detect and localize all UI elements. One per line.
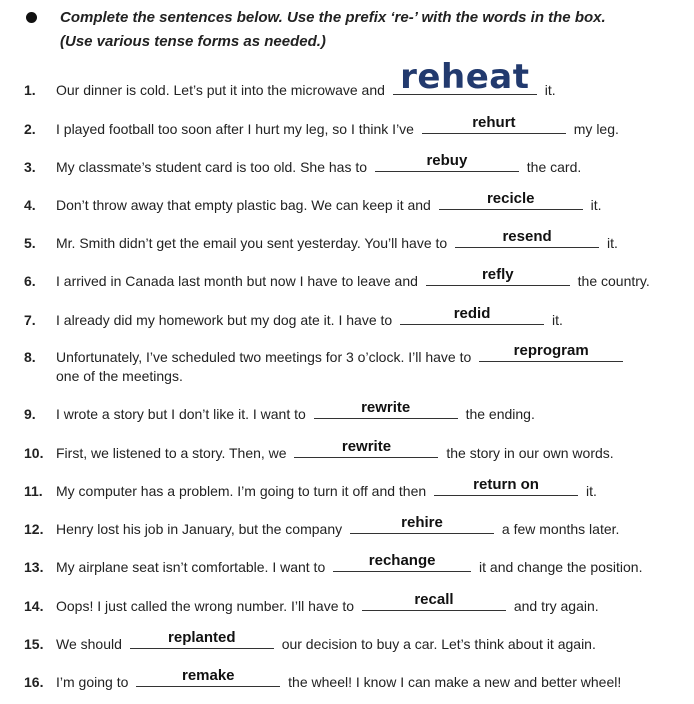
sentence-before: Mr. Smith didn’t get the email you sent yesterday. You’ll have to — [56, 235, 448, 251]
exercise-item-10 — [0, 431, 694, 461]
item-number: 12. — [24, 521, 44, 537]
item-number: 10. — [24, 445, 44, 461]
answer-text: rehire — [401, 514, 443, 531]
item-number: 1. — [24, 82, 36, 98]
answer-blank[interactable] — [136, 667, 280, 687]
sentence-before: Unfortunately, I’ve scheduled two meetings for 3 o’clock. I’ll have to — [56, 349, 472, 365]
item-number: 6. — [24, 273, 36, 289]
answer-blank[interactable] — [314, 399, 458, 419]
item-number: 16. — [24, 674, 44, 690]
item-number: 8. — [24, 349, 36, 365]
sentence-after: the wheel! I know I can make a new and better wheel! — [288, 674, 622, 690]
answer-text: reprogram — [513, 342, 589, 359]
sentence-before: Don’t throw away that empty plastic bag. We can keep it and — [56, 197, 431, 213]
exercise-item-9 — [0, 392, 694, 422]
answer-text: remake — [181, 667, 235, 684]
answer-text: rehurt — [472, 114, 516, 131]
sentence-after: it. — [544, 82, 556, 98]
sentence-before: I’m going to — [56, 674, 129, 690]
sentence-before: Oops! I just called the wrong number. I’ll have to — [56, 598, 355, 614]
sentence-after: the card. — [526, 159, 582, 175]
answer-blank[interactable] — [350, 514, 494, 534]
answer-text: rewrite — [341, 438, 392, 455]
sentence-before: Our dinner is cold. Let’s put it into the microwave and — [56, 82, 385, 98]
sentence-after: a few months later. — [501, 521, 620, 537]
sentence-after: it. — [551, 312, 563, 328]
sentence-continuation: one of the meetings. — [56, 368, 183, 384]
sentence-before: I arrived in Canada last month but now I have to leave and — [56, 273, 418, 289]
answer-text: replanted — [168, 629, 236, 646]
sentence-before: I already did my homework but my dog ate it. I have to — [56, 312, 393, 328]
exercise-item-11 — [0, 469, 694, 499]
item-number: 3. — [24, 159, 36, 175]
answer-blank[interactable] — [393, 57, 537, 97]
answer-blank[interactable] — [422, 114, 566, 134]
answer-blank[interactable] — [362, 591, 506, 611]
answer-blank[interactable] — [130, 629, 274, 649]
sentence-after: it. — [590, 197, 602, 213]
sentence-after: it and change the position. — [479, 559, 643, 575]
answer-blank[interactable] — [375, 152, 519, 172]
sentence-before: I wrote a story but I don’t like it. I want to — [56, 406, 306, 422]
exercise-item-1 — [0, 57, 694, 98]
instructions — [60, 6, 680, 54]
exercise-item-2 — [0, 107, 694, 137]
exercise-item-15 — [0, 622, 694, 652]
answer-text: redid — [453, 305, 491, 322]
answer-blank[interactable] — [455, 228, 599, 248]
instructions-line-1: Complete the sentences below. Use the prefix ‘re-’ with the words in the box. — [60, 9, 606, 26]
exercise-item-4 — [0, 183, 694, 213]
exercise-item-13 — [0, 545, 694, 575]
answer-blank[interactable] — [439, 190, 583, 210]
sentence-before: First, we listened to a story. Then, we — [56, 445, 287, 461]
bullet-icon — [26, 12, 37, 23]
sentence-after: the story in our own words. — [446, 445, 614, 461]
answer-text: reheat — [400, 57, 530, 97]
sentence-before: My airplane seat isn’t comfortable. I want to — [56, 559, 326, 575]
exercise-item-14 — [0, 584, 694, 614]
answer-text: recall — [414, 591, 454, 608]
item-number: 15. — [24, 636, 44, 652]
sentence-after: it. — [585, 483, 597, 499]
answer-text: recicle — [486, 190, 535, 207]
sentence-after: and try again. — [513, 598, 599, 614]
answer-blank[interactable] — [479, 342, 623, 362]
item-number: 7. — [24, 312, 36, 328]
answer-text: return on — [473, 476, 539, 493]
sentence-before: My classmate’s student card is too old. She has to — [56, 159, 368, 175]
item-number: 13. — [24, 559, 44, 575]
exercise-item-3 — [0, 145, 694, 175]
answer-text: rewrite — [361, 399, 411, 416]
sentence-after: my leg. — [573, 121, 619, 137]
item-number: 9. — [24, 406, 36, 422]
exercise-item-6 — [0, 259, 694, 289]
item-number: 11. — [24, 483, 43, 499]
answer-text: resend — [502, 228, 552, 245]
item-number: 4. — [24, 197, 36, 213]
item-number: 14. — [24, 598, 44, 614]
answer-text: rebuy — [426, 152, 468, 169]
sentence-after: the ending. — [465, 406, 535, 422]
exercise-item-8 — [0, 335, 694, 365]
answer-blank[interactable] — [426, 266, 570, 286]
instructions-line-2: (Use various tense forms as needed.) — [60, 33, 326, 50]
exercise-item-12 — [0, 507, 694, 537]
answer-blank[interactable] — [400, 305, 544, 325]
sentence-before: Henry lost his job in January, but the company — [56, 521, 343, 537]
sentence-before: My computer has a problem. I’m going to turn it off and then — [56, 483, 427, 499]
answer-blank[interactable] — [434, 476, 578, 496]
item-number: 5. — [24, 235, 36, 251]
sentence-before: I played football too soon after I hurt my leg, so I think I’ve — [56, 121, 414, 137]
exercise-item-7 — [0, 298, 694, 328]
exercise-item-16 — [0, 660, 694, 690]
exercise-item-5 — [0, 221, 694, 251]
item-number: 2. — [24, 121, 36, 137]
answer-blank[interactable] — [294, 438, 438, 458]
answer-text: rechange — [368, 552, 436, 569]
answer-blank[interactable] — [333, 552, 471, 572]
sentence-after: our decision to buy a car. Let’s think about it again. — [281, 636, 596, 652]
sentence-before: We should — [56, 636, 122, 652]
sentence-after: the country. — [577, 273, 650, 289]
answer-text: refly — [481, 266, 514, 283]
sentence-after: it. — [606, 235, 618, 251]
